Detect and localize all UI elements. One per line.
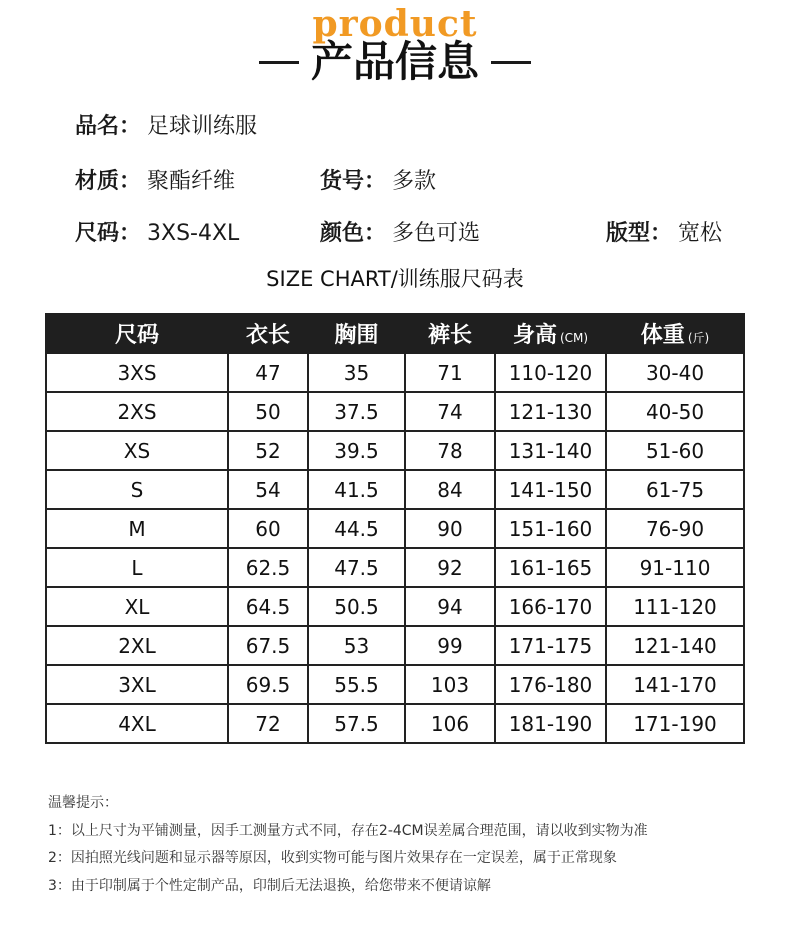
page-title: 产品信息 xyxy=(310,37,479,86)
table-cell: 171-175 xyxy=(495,626,606,665)
title-left-dash xyxy=(259,61,299,64)
table-cell: 121-130 xyxy=(495,392,606,431)
table-cell: 72 xyxy=(228,704,308,743)
table-row xyxy=(46,587,744,626)
fit-value: 宽松 xyxy=(678,221,723,246)
table-cell: 62.5 xyxy=(228,548,308,587)
table-cell: 110-120 xyxy=(495,353,606,392)
material-label: 材质： xyxy=(75,169,142,194)
header-label: 身高 xyxy=(512,323,557,348)
note-item: 1：以上尺寸为平铺测量，因手工测量方式不同，存在2-4CM误差属合理范围，请以收到实物为准 xyxy=(48,822,648,839)
table-cell: L xyxy=(46,548,228,587)
size-chart-caption: SIZE CHART/训练服尺码表 xyxy=(266,267,524,291)
table-cell: XS xyxy=(46,431,228,470)
info-fit xyxy=(606,219,722,249)
color-value: 多色可选 xyxy=(392,221,481,246)
table-cell: 94 xyxy=(405,587,495,626)
table-cell: 53 xyxy=(308,626,405,665)
table-cell: 141-150 xyxy=(495,470,606,509)
table-cell: 74 xyxy=(405,392,495,431)
table-row xyxy=(46,548,744,587)
table-cell: 2XL xyxy=(46,626,228,665)
header-length xyxy=(228,314,308,353)
table-cell: 44.5 xyxy=(308,509,405,548)
table-cell: 91-110 xyxy=(606,548,744,587)
table-cell: 37.5 xyxy=(308,392,405,431)
table-cell: 171-190 xyxy=(606,704,744,743)
size-value: 3XS-4XL xyxy=(147,221,240,246)
table-cell: 92 xyxy=(405,548,495,587)
table-cell: 57.5 xyxy=(308,704,405,743)
table-cell: 51-60 xyxy=(606,431,744,470)
table-cell: 76-90 xyxy=(606,509,744,548)
table-cell: 161-165 xyxy=(495,548,606,587)
table-cell: 131-140 xyxy=(495,431,606,470)
info-product-name xyxy=(75,112,257,142)
header-height xyxy=(495,314,606,353)
table-cell: 71 xyxy=(405,353,495,392)
table-row xyxy=(46,353,744,392)
table-cell: 2XS xyxy=(46,392,228,431)
notes-section xyxy=(48,790,648,900)
header-label: 体重 xyxy=(640,323,685,348)
table-cell: M xyxy=(46,509,228,548)
header-weight xyxy=(606,314,744,353)
table-cell: 47.5 xyxy=(308,548,405,587)
material-value: 聚酯纤维 xyxy=(147,169,236,194)
table-cell: S xyxy=(46,470,228,509)
table-cell: 35 xyxy=(308,353,405,392)
fit-label: 版型： xyxy=(606,221,673,246)
table-row xyxy=(46,704,744,743)
table-cell: 166-170 xyxy=(495,587,606,626)
table-cell: 141-170 xyxy=(606,665,744,704)
size-table-header-row xyxy=(46,314,744,353)
table-cell: 3XS xyxy=(46,353,228,392)
brand-word: product xyxy=(312,3,478,45)
table-cell: 52 xyxy=(228,431,308,470)
table-cell: 55.5 xyxy=(308,665,405,704)
header-label: 衣长 xyxy=(245,323,290,348)
note-item: 2：因拍照光线问题和显示器等原因，收到实物可能与图片效果存在一定误差，属于正常现象 xyxy=(48,850,617,866)
title-right-dash xyxy=(491,61,531,64)
header-label: 尺码 xyxy=(114,323,159,348)
table-cell: 67.5 xyxy=(228,626,308,665)
table-cell: 3XL xyxy=(46,665,228,704)
header-unit: (斤) xyxy=(687,331,710,345)
table-cell: 103 xyxy=(405,665,495,704)
header-label: 裤长 xyxy=(427,323,472,348)
size-table-body xyxy=(46,353,744,743)
table-cell: 151-160 xyxy=(495,509,606,548)
header-unit: (CM) xyxy=(559,331,589,345)
product-name-value: 足球训练服 xyxy=(147,114,258,139)
header-label: 胸围 xyxy=(334,323,379,348)
info-size xyxy=(75,219,239,249)
table-cell: 50 xyxy=(228,392,308,431)
item-no-label: 货号： xyxy=(320,169,387,194)
table-cell: 78 xyxy=(405,431,495,470)
table-cell: 47 xyxy=(228,353,308,392)
color-label: 颜色： xyxy=(320,221,387,246)
table-row xyxy=(46,626,744,665)
info-item-no xyxy=(320,167,436,197)
size-table xyxy=(45,313,745,744)
table-row xyxy=(46,431,744,470)
info-color xyxy=(320,219,480,249)
header-pants xyxy=(405,314,495,353)
table-row xyxy=(46,665,744,704)
info-material xyxy=(75,167,235,197)
table-cell: 176-180 xyxy=(495,665,606,704)
table-row xyxy=(46,509,744,548)
table-cell: 60 xyxy=(228,509,308,548)
table-cell: 90 xyxy=(405,509,495,548)
title-row xyxy=(0,36,790,88)
header-size xyxy=(46,314,228,353)
table-cell: 69.5 xyxy=(228,665,308,704)
table-cell: 111-120 xyxy=(606,587,744,626)
table-cell: 121-140 xyxy=(606,626,744,665)
header-chest xyxy=(308,314,405,353)
table-cell: 4XL xyxy=(46,704,228,743)
table-cell: 30-40 xyxy=(606,353,744,392)
table-cell: 99 xyxy=(405,626,495,665)
table-cell: 61-75 xyxy=(606,470,744,509)
product-name-label: 品名： xyxy=(75,114,142,139)
table-cell: 50.5 xyxy=(308,587,405,626)
note-item: 3：由于印制属于个性定制产品，印制后无法退换，给您带来不便请谅解 xyxy=(48,877,491,894)
table-cell: 84 xyxy=(405,470,495,509)
table-cell: 39.5 xyxy=(308,431,405,470)
table-cell: XL xyxy=(46,587,228,626)
table-row xyxy=(46,470,744,509)
table-cell: 54 xyxy=(228,470,308,509)
table-cell: 40-50 xyxy=(606,392,744,431)
table-cell: 181-190 xyxy=(495,704,606,743)
notes-title: 温馨提示： xyxy=(48,795,118,811)
table-row xyxy=(46,392,744,431)
size-label: 尺码： xyxy=(75,221,142,246)
item-no-value: 多款 xyxy=(392,169,437,194)
table-cell: 106 xyxy=(405,704,495,743)
table-cell: 64.5 xyxy=(228,587,308,626)
table-cell: 41.5 xyxy=(308,470,405,509)
